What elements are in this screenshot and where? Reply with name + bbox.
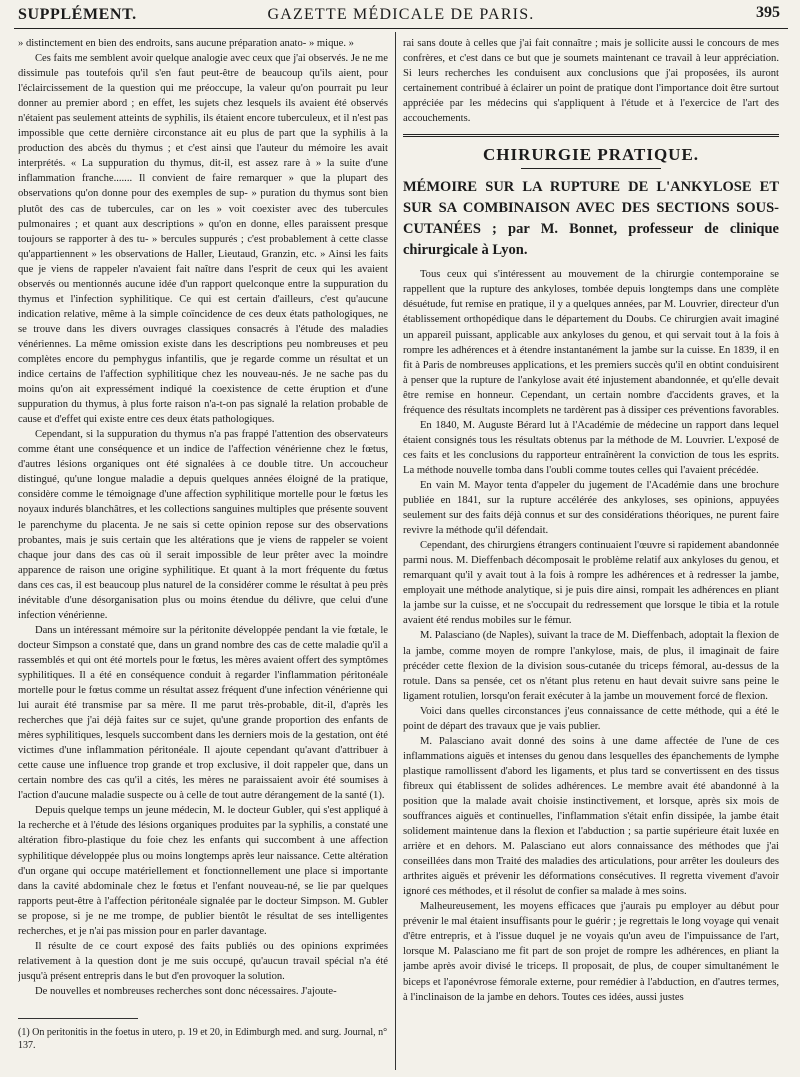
- right-intro-paragraph: rai sans doute à celles que j'ai fait connaître ; mais je sollicite aussi le concours de mes confrères, et c'est dans ce but que je soumets maintenant ce travail à leur appréciation. Si leurs recherches les conduisent aux conclusions que j'ai proposées, ils auront certainement contribué à éclairer un point de pratique dont l'importance doit être surtout appréciée par les médecins qui s'appliquent à l'étude et à l'exercice de l'art des accouchements.: [403, 38, 779, 125]
- right-paragraph: Malheureusement, les moyens efficaces que j'aurais pu employer au début pour prévenir le mal étaient insuffisants pour le guérir ; je regrettais le long voyage qui venait d'être entrepris, et à l'issue duquel je ne voyais qu'un aveu de l'impuissance de l'art, lorsque M. Palasciano me fit part de son projet de rompre les adhérences, en pliant la jambe après avoir divisé le triceps. Il proposait, de plus, de couper simultanément le biceps et l'aponévrose fémorale externe, pour remédier à l'abduction, en d'autres termes, à l'inclinaison de la jambe en dehors. Toutes ces idées, aussi justes: [403, 901, 779, 1003]
- left-paragraph: Cependant, si la suppuration du thymus n'a pas frappé l'attention des observateurs comme étant une conséquence et un indice de l'affection vénérienne chez le fœtus, d'autres lésions organiques ont été signalées à ce double titre. Un accoucheur distingué, qu'une longue maladie a depuis quelques années éloigné de la pratique, considère comme le témoignage d'une affection syphilitique mortelle pour le fœtus les noyaux indurés blanchâtres, et les collections sanguines multiples que présente souvent le parenchyme du placenta. Je ne sais si cette opinion repose sur des observations probantes, mais je suis certain que les altérations que je viens de rappeler se voient chaque jour dans des cas où il serait impossible de leur prêter avec la moindre apparence de raison une origine syphilitique. Et quant à la mort fréquente du fœtus dans ces cas, il est beaucoup plus naturel de la considérer comme le résultat à peu près inévitable d'une désorganisation plus ou moins étendue du délivre, que celui d'une infection vénérienne.: [18, 429, 388, 621]
- right-column: [403, 36, 779, 1066]
- left-paragraph: De nouvelles et nombreuses recherches sont donc nécessaires. J'ajoute-: [34, 985, 337, 997]
- right-paragraph: M. Palasciano avait donné des soins à une dame affectée de l'une de ces inflammations aiguës et intenses du genou dans lesquelles des épanchements de lymphe plastique ramollissent d'abord les ligaments, et plus tard se convertissent en des tissus fibreux qui établissent de solides adhérences. Le membre avait été abandonné à la position que la malade avait choisie instinctivement, et lorsque, après six mois de souffrances aiguës et continuelles, l'inflammation s'était enfin dissipée, la jambe était solidement maintenue dans la flexion et l'abduction ; sa partie supérieure était luxée en arrière et en dehors. M. Palasciano eut alors connaissance des méthodes que j'ai conseillées dans mon Traité des maladies des articulations, pour arrêter les douleurs des arthrites aiguës et prévenir les déformations consécutives. Il regretta vivement d'avoir ignoré ces méthodes, et il résolut de confier sa malade à mes soins.: [403, 735, 779, 898]
- supplement-label: SUPPLÉMENT.: [18, 6, 137, 23]
- right-paragraph: M. Palasciano (de Naples), suivant la trace de M. Dieffenbach, adoptait la flexion de la jambe, comme moyen de rompre l'ankylose, mais, de plus, il imaginait de faire précéder cette flexion de la division sous-cutanée du triceps fémoral, au-dessus de la rotule. Dans sa pensée, cet os n'étant plus retenu en haut devait suivre sans peine le ligament rotulien, lorsqu'on ferait exécuter à la jambe un mouvement forcé de flexion.: [403, 630, 779, 702]
- right-paragraph: En vain M. Mayor tenta d'appeler du jugement de l'Académie dans une brochure publiée en 1841, sur la rupture accélérée des ankyloses, ses opinions, appuyées seulement sur des faits déjà connus et sur des considérations théoriques, ne purent faire revivre la méthode qu'il défendait.: [403, 479, 779, 537]
- section-title: CHIRURGIE PRATIQUE.: [482, 145, 700, 165]
- section-title-underline: [521, 168, 661, 169]
- left-column: [18, 36, 388, 1017]
- footnote: (1) On peritonitis in the foetus in utero, p. 19 et 20, in Edimburgh med. and surg. Journal, n° 137.: [18, 1027, 388, 1051]
- right-paragraph: En 1840, M. Auguste Bérard lut à l'Académie de médecine un rapport dans lequel étaient consignés tous les résultats obtenus par la méthode de M. Louvrier. L'exposé de ces faits et les conclusions du rapporteur entraînèrent la conviction de tous les esprits. La méthode nouvelle tomba dans l'oubli comme toutes celles qui l'avaient précédée.: [403, 419, 779, 476]
- left-paragraph: » distinctement en bien des endroits, sans aucune préparation anato- » mique. »: [18, 38, 354, 49]
- right-paragraph: Voici dans quelles circonstances j'eus connaissance de cette méthode, qui a été le point de départ des travaux que je vais publier.: [403, 705, 779, 732]
- left-paragraph: Dans un intéressant mémoire sur la péritonite développée pendant la vie fœtale, le docteur Simpson a constaté que, dans un grand nombre des cas de cette maladie qu'il a rassemblés et qui ont été mortels pour le fœtus, les mères avaient offert des symptômes syphilitiques. Il a été en conséquence conduit à regarder l'inflammation péritonéale mortelle pour le fœtus comme un résultat assez fréquent d'une infection vénérienne qui lui aurait été transmise par sa mère. Il me parut très-probable, dit-il, d'après les recherches que j'ai déjà faites sur ce sujet, qu'une grande proportion des enfants de mères syphilitiques, lesquels succombent dans les derniers mois de la gestation, ont été victimes d'une inflammation péritonéale. Il ajoute cependant qu'avant d'attribuer à cette cause une influence trop grande et trop exclusive, il doit rappeler que, dans un certain nombre des cas qu'il a cités, les mères ne paraissaient avoir été soumises à l'action d'aucune maladie suspecte ou à celle de tout autre dérangement de la santé (1).: [18, 624, 388, 802]
- left-paragraph: Il résulte de ce court exposé des faits publiés ou des opinions exprimées relativement à la question dont je me suis occupé, qu'aucun travail spécial n'a été jusqu'à présent entrepris dans le but d'en provoquer la solution.: [18, 940, 388, 982]
- right-paragraph: Cependant, des chirurgiens étrangers continuaient l'œuvre si rapidement abandonnée parmi nous. M. Dieffenbach décomposait le problème relatif aux ankyloses du genou, et remarquant qu'il y avait tout à la fois à rompre les adhérences et à redresser la jambe, employait une méthode analytique, si je puis dire ainsi, rompait les adhérences en pliant la jambe sur la cuisse, et ne s'occupait du redressement que lorsque le tibia et la rotule avaient été rendus mobiles sur le fémur.: [403, 540, 779, 627]
- page-number: 395: [756, 4, 780, 21]
- left-paragraph: Ces faits me semblent avoir quelque analogie avec ceux que j'ai observés. Je ne me dissimule pas toutefois qu'il s'en faut peut-être de beaucoup qu'ils aient, pour l'éclaircissement de la question qui me préoccupe, la valeur qu'on pourrait pu leur donner au premier abord ; en effet, les sujets chez lesquels ils avaient été observés n'étaient pas seulement atteints de syphilis, ils étaient encore tuberculeux, et il n'est pas impossible que cette dernière circonstance ait eu plus de part que la syphilis à la production des abcès du thymus ; et c'est ainsi que l'auteur du mémoire les avait interprétés. « La suppuration du thymus, dit-il, est assez rare à » la suite d'une inflammation franche....... Il convient de faire remarquer » que la plupart des observations qu'on donne pour des exemples de sup- » puration du thymus sont bien plutôt des cas de tubercules, car on les » voit coexister avec des tubercules pulmonaires ; et quant aux descriptions » qu'on en donne, elles paraissent presque toujours se rapporter à des tu- » bercules suppurés ; c'est probablement à cette classe qu'appartiennent » les observations de Haller, Lieutaud, Granzin, etc. » Ainsi les faits que je viens de rappeler n'avaient fait naître dans l'esprit de ceux qui les avaient observés ou mentionnés aucune idée d'un rapport quelconque entre la suppuration du thymus et l'infection syphilitique. Ce qui est certain d'ailleurs, c'est qu'aucune indication relative, même à la simple coïncidence de ces deux états pathologiques, ne se trouve dans les divers ouvrages classiques consacrés à l'étude des maladies vénériennes. La même omission existe dans les descriptions peu nombreuses et peu complètes encore du pemphygus infantilis, que je regarde comme un résultat et un indice certains de l'affection syphilitique chez les nouveau-nés. Je ne sache pas du moins qu'on ait expressément indiqué la coexistence de cette éruption et d'une suppuration du thymus, à plus forte raison n'a-t-on pas signalé la relation probable de cause et d'effet qui existe entre ces deux états pathologiques.: [18, 53, 388, 426]
- memoire-heading: MÉMOIRE SUR LA RUPTURE DE L'ANKYLOSE ET SUR SA COMBINAISON AVEC DES SECTIONS SOUS-CUTANÉES ; par M. Bonnet, professeur de clinique chirurgicale à Lyon.: [403, 179, 779, 259]
- section-divider: [403, 134, 779, 137]
- column-divider: [395, 32, 396, 1070]
- footnote-divider: [18, 1018, 138, 1019]
- page-header: [14, 4, 788, 29]
- journal-title: GAZETTE MÉDICALE DE PARIS.: [267, 6, 535, 23]
- right-paragraph: Tous ceux qui s'intéressent au mouvement de la chirurgie contemporaine se rappellent que la rupture des ankyloses, tombée depuis longtemps dans une complète désuétude, fut remise en pratique, il y a quelques années, par M. Louvrier, directeur d'un établissement orthopédique dans le département du Doubs. Ce chirurgien avait imaginé un appareil puissant, applicable aux ankyloses du genou, et qui servait tout à la fois à rompre les adhérences et à étendre instantanément la jambe sur la cuisse. En 1839, il en fit à Paris de nombreuses applications, et les premiers succès qu'il en obtint conduisirent à penser que la rupture de l'ankylose avait été injustement abandonnée, et qu'elle devait être remise en honneur. Cependant, un certain nombre d'accidents graves, et la fréquence des résultats incomplets ne tardèrent pas à dissiper ces préventions favorables.: [403, 269, 779, 416]
- left-paragraph: Depuis quelque temps un jeune médecin, M. le docteur Gubler, qui s'est appliqué à la recherche et à l'étude des lésions organiques produites par la syphilis, a constaté une altération fibro-plastique du foie chez les enfants qui succombent à une affection syphilitique développée plus ou moins longtemps après leur naissance. Cette altération d'un organe qui occupe matériellement et fonctionnellement une place si importante dans la cavité abdominale chez le fœtus et l'enfant nouveau-né, se lie par quelques rapports peut-être à l'affection péritonéale signalée par le docteur Simpson. M. Gubler se propose, si je ne me trompe, de publier bientôt le résultat de ses intelligentes recherches, et je n'ai pas mission pour en parler davantage.: [18, 805, 388, 937]
